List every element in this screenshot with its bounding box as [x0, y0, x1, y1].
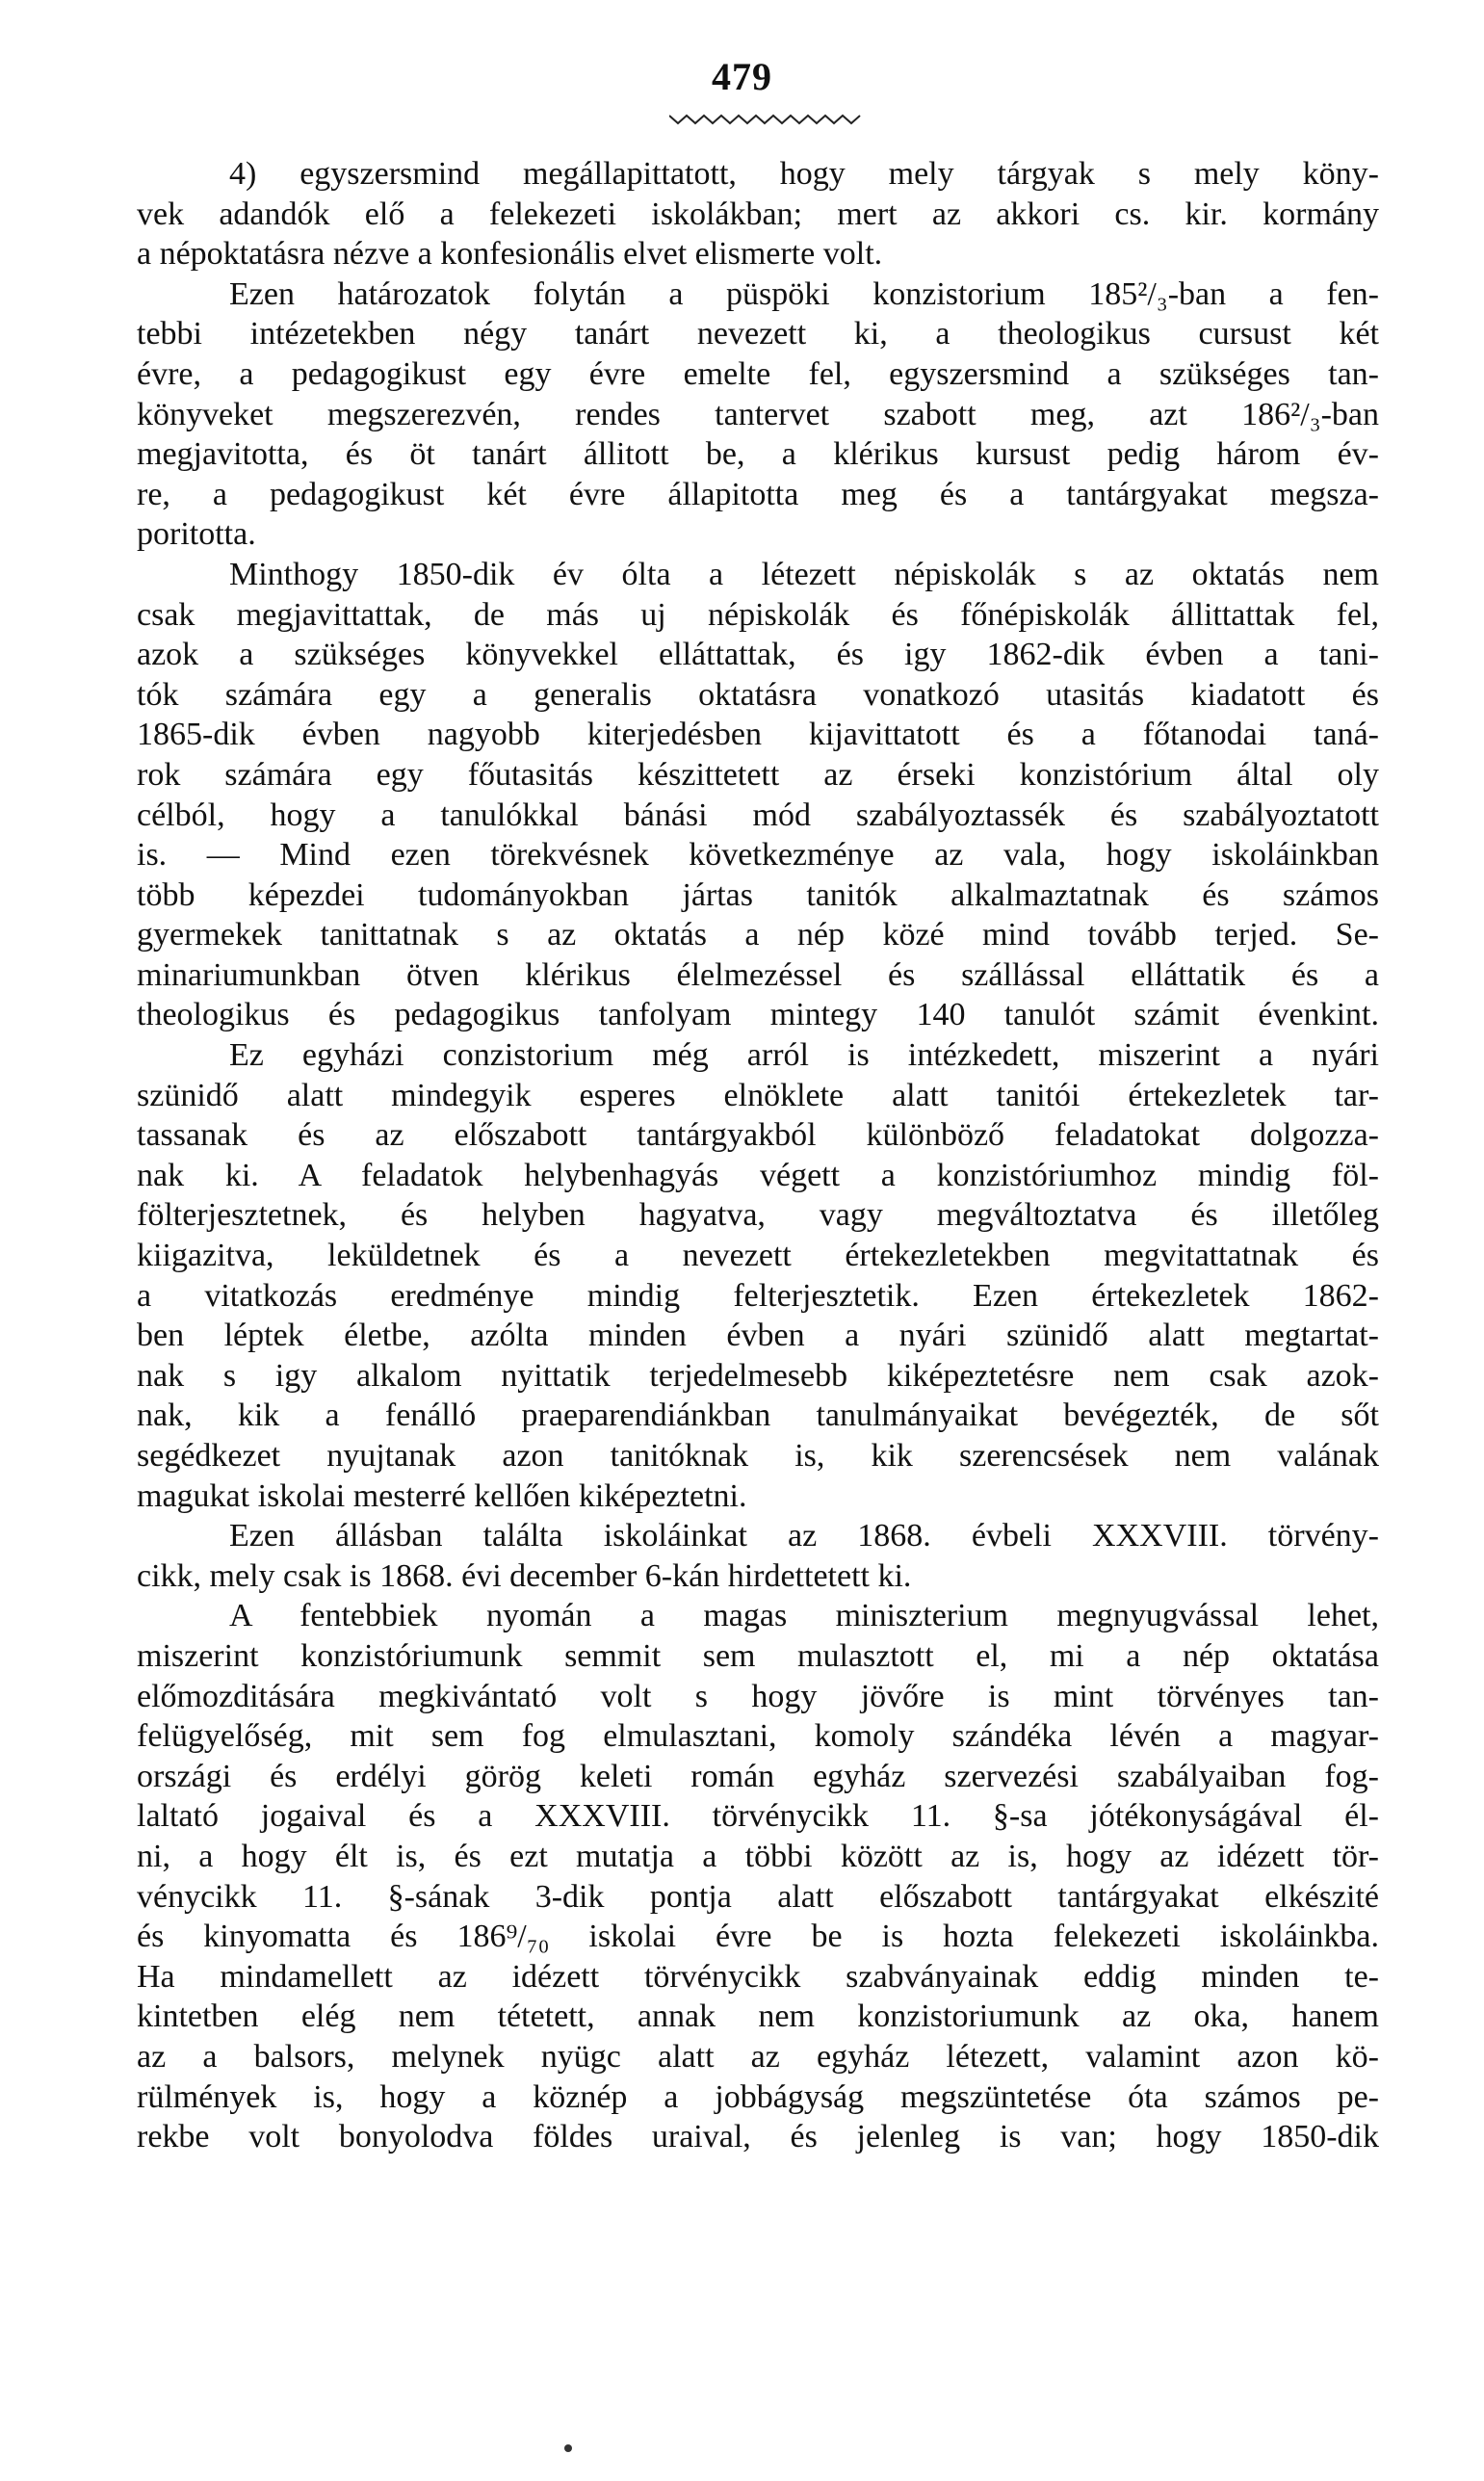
text-line: országi és erdélyi görög keleti román egyház szervezési szabályaiban fog-	[137, 1758, 1379, 1794]
text-line: rok számára egy főutasitás készittetett az érseki konzistórium által oly	[137, 756, 1379, 793]
text-line: poritotta.	[137, 516, 256, 553]
text-line: könyveket megszerezvén, rendes tantervet szabott meg, azt 186²/₃-ban	[137, 396, 1379, 432]
text-line: célból, hogy a tanulókkal bánási mód szabályoztassék és szabályoztatott	[137, 797, 1379, 833]
text-line: Ez egyházi conzistorium még arról is intézkedett, miszerint a nyári	[229, 1037, 1379, 1074]
text-line: az a balsors, melynek nyügc alatt az egyház létezett, valamint azon kö-	[137, 2038, 1379, 2075]
text-line: tassanak és az előszabott tantárgyakból különböző feladatokat dolgozza-	[137, 1117, 1379, 1154]
text-line: több képezdei tudományokban jártas tanitók alkalmaztatnak és számos	[137, 876, 1379, 913]
text-line: azok a szükséges könyvekkel elláttattak, és igy 1862-dik évben a tani-	[137, 637, 1379, 673]
text-line: vek adandók elő a felekezeti iskolákban; mert az akkori cs. kir. kormány	[137, 196, 1379, 232]
ornament-zigzag	[669, 108, 862, 129]
text-line: tebbi intézetekben négy tanárt nevezett ki, a theologikus cursust két	[137, 316, 1379, 353]
text-line: vénycikk 11. §-sának 3-dik pontja alatt előszabott tantárgyakat elkészité	[137, 1878, 1379, 1915]
text-line: kiigazitva, leküldetnek és a nevezett értekezletekben megvitattatnak és	[137, 1238, 1379, 1274]
text-line: előmozditására megkivántató volt s hogy jövőre is mint törvényes tan-	[137, 1678, 1379, 1714]
text-line: gyermekek tanittatnak s az oktatás a nép közé mind tovább terjed. Se-	[137, 917, 1379, 953]
text-line: laltató jogaival és a XXXVIII. törvénycikk 11. §-sa jótékonyságával él-	[137, 1798, 1379, 1835]
text-line: magukat iskolai mesterré kellően kiképeztetni.	[137, 1477, 747, 1514]
text-line: ni, a hogy élt is, és ezt mutatja a többi között az is, hogy az idézett tör-	[137, 1838, 1379, 1874]
text-line: rekbe volt bonyolodva földes uraival, és jelenleg is van; hogy 1850-dik	[137, 2119, 1379, 2155]
text-line: és kinyomatta és 186⁹/₇₀ iskolai évre be is hozta felekezeti iskoláinkba.	[137, 1919, 1379, 1955]
text-line: Ezen állásban találta iskoláinkat az 1868. évbeli XXXVIII. törvény-	[229, 1518, 1379, 1554]
page-number: 479	[712, 55, 772, 98]
text-line: minariumunkban ötven klérikus élelmezéssel és szállással elláttatik és a	[137, 956, 1379, 993]
text-line: segédkezet nyujtanak azon tanitóknak is, kik szerencsések nem valának	[137, 1438, 1379, 1474]
text-line: csak megjavittattak, de más uj népiskolák és főnépiskolák állittattak fel,	[137, 596, 1379, 633]
text-line: évre, a pedagogikust egy évre emelte fel, egyszersmind a szükséges tan-	[137, 355, 1379, 392]
text-line: fölterjesztetnek, és helyben hagyatva, vagy megváltoztatva és illetőleg	[137, 1197, 1379, 1234]
text-line: szünidő alatt mindegyik esperes elnöklete alatt tanitói értekezletek tar-	[137, 1077, 1379, 1113]
text-line: megjavitotta, és öt tanárt állitott be, a klérikus kursust pedig három év-	[137, 436, 1379, 473]
text-line: cikk, mely csak is 1868. évi december 6-kán hirdettetett ki.	[137, 1557, 912, 1594]
ink-speck	[564, 2444, 572, 2452]
text-line: miszerint konzistóriumunk semmit sem mulasztott el, mi a nép oktatása	[137, 1637, 1379, 1674]
text-line: nak, kik a fenálló praeparendiánkban tanulmányaikat bevégezték, de sőt	[137, 1397, 1379, 1434]
text-line: theologikus és pedagogikus tanfolyam mintegy 140 tanulót számit évenkint.	[137, 997, 1379, 1033]
text-line: ben léptek életbe, azólta minden évben a nyári szünidő alatt megtartat-	[137, 1318, 1379, 1354]
text-line: tók számára egy a generalis oktatásra vonatkozó utasitás kiadatott és	[137, 676, 1379, 713]
body-text	[137, 154, 1379, 2157]
text-line: felügyelőség, mit sem fog elmulasztani, komoly szándéka lévén a magyar-	[137, 1718, 1379, 1755]
text-line: a népoktatásra nézve a konfesionális elvet elismerte volt.	[137, 236, 883, 273]
text-line: A fentebbiek nyomán a magas miniszterium megnyugvással lehet,	[229, 1598, 1379, 1634]
text-line: nak ki. A feladatok helybenhagyás végett a konzistóriumhoz mindig föl-	[137, 1157, 1379, 1193]
text-line: Ezen határozatok folytán a püspöki konzistorium 185²/₃-ban a fen-	[229, 275, 1379, 312]
text-line: kintetben elég nem tétetett, annak nem konzistoriumunk az oka, hanem	[137, 1998, 1379, 2035]
text-line: nak s igy alkalom nyittatik terjedelmesebb kiképeztetésre nem csak azok-	[137, 1357, 1379, 1394]
text-line: 4) egyszersmind megállapittatott, hogy mely tárgyak s mely köny-	[229, 156, 1379, 192]
text-line: re, a pedagogikust két évre állapitotta meg és a tantárgyakat megsza-	[137, 476, 1379, 512]
text-line: 1865-dik évben nagyobb kiterjedésben kijavittatott és a főtanodai taná-	[137, 717, 1379, 753]
text-line: a vitatkozás eredménye mindig felterjesztetik. Ezen értekezletek 1862-	[137, 1277, 1379, 1314]
text-line: Ha mindamellett az idézett törvénycikk szabványainak eddig minden te-	[137, 1958, 1379, 1995]
text-line: is. — Mind ezen törekvésnek következménye az vala, hogy iskoláinkban	[137, 837, 1379, 874]
text-line: rülmények is, hogy a köznép a jobbágyság megszüntetése óta számos pe-	[137, 2078, 1379, 2115]
text-line: Minthogy 1850-dik év ólta a létezett népiskolák s az oktatás nem	[229, 556, 1379, 592]
